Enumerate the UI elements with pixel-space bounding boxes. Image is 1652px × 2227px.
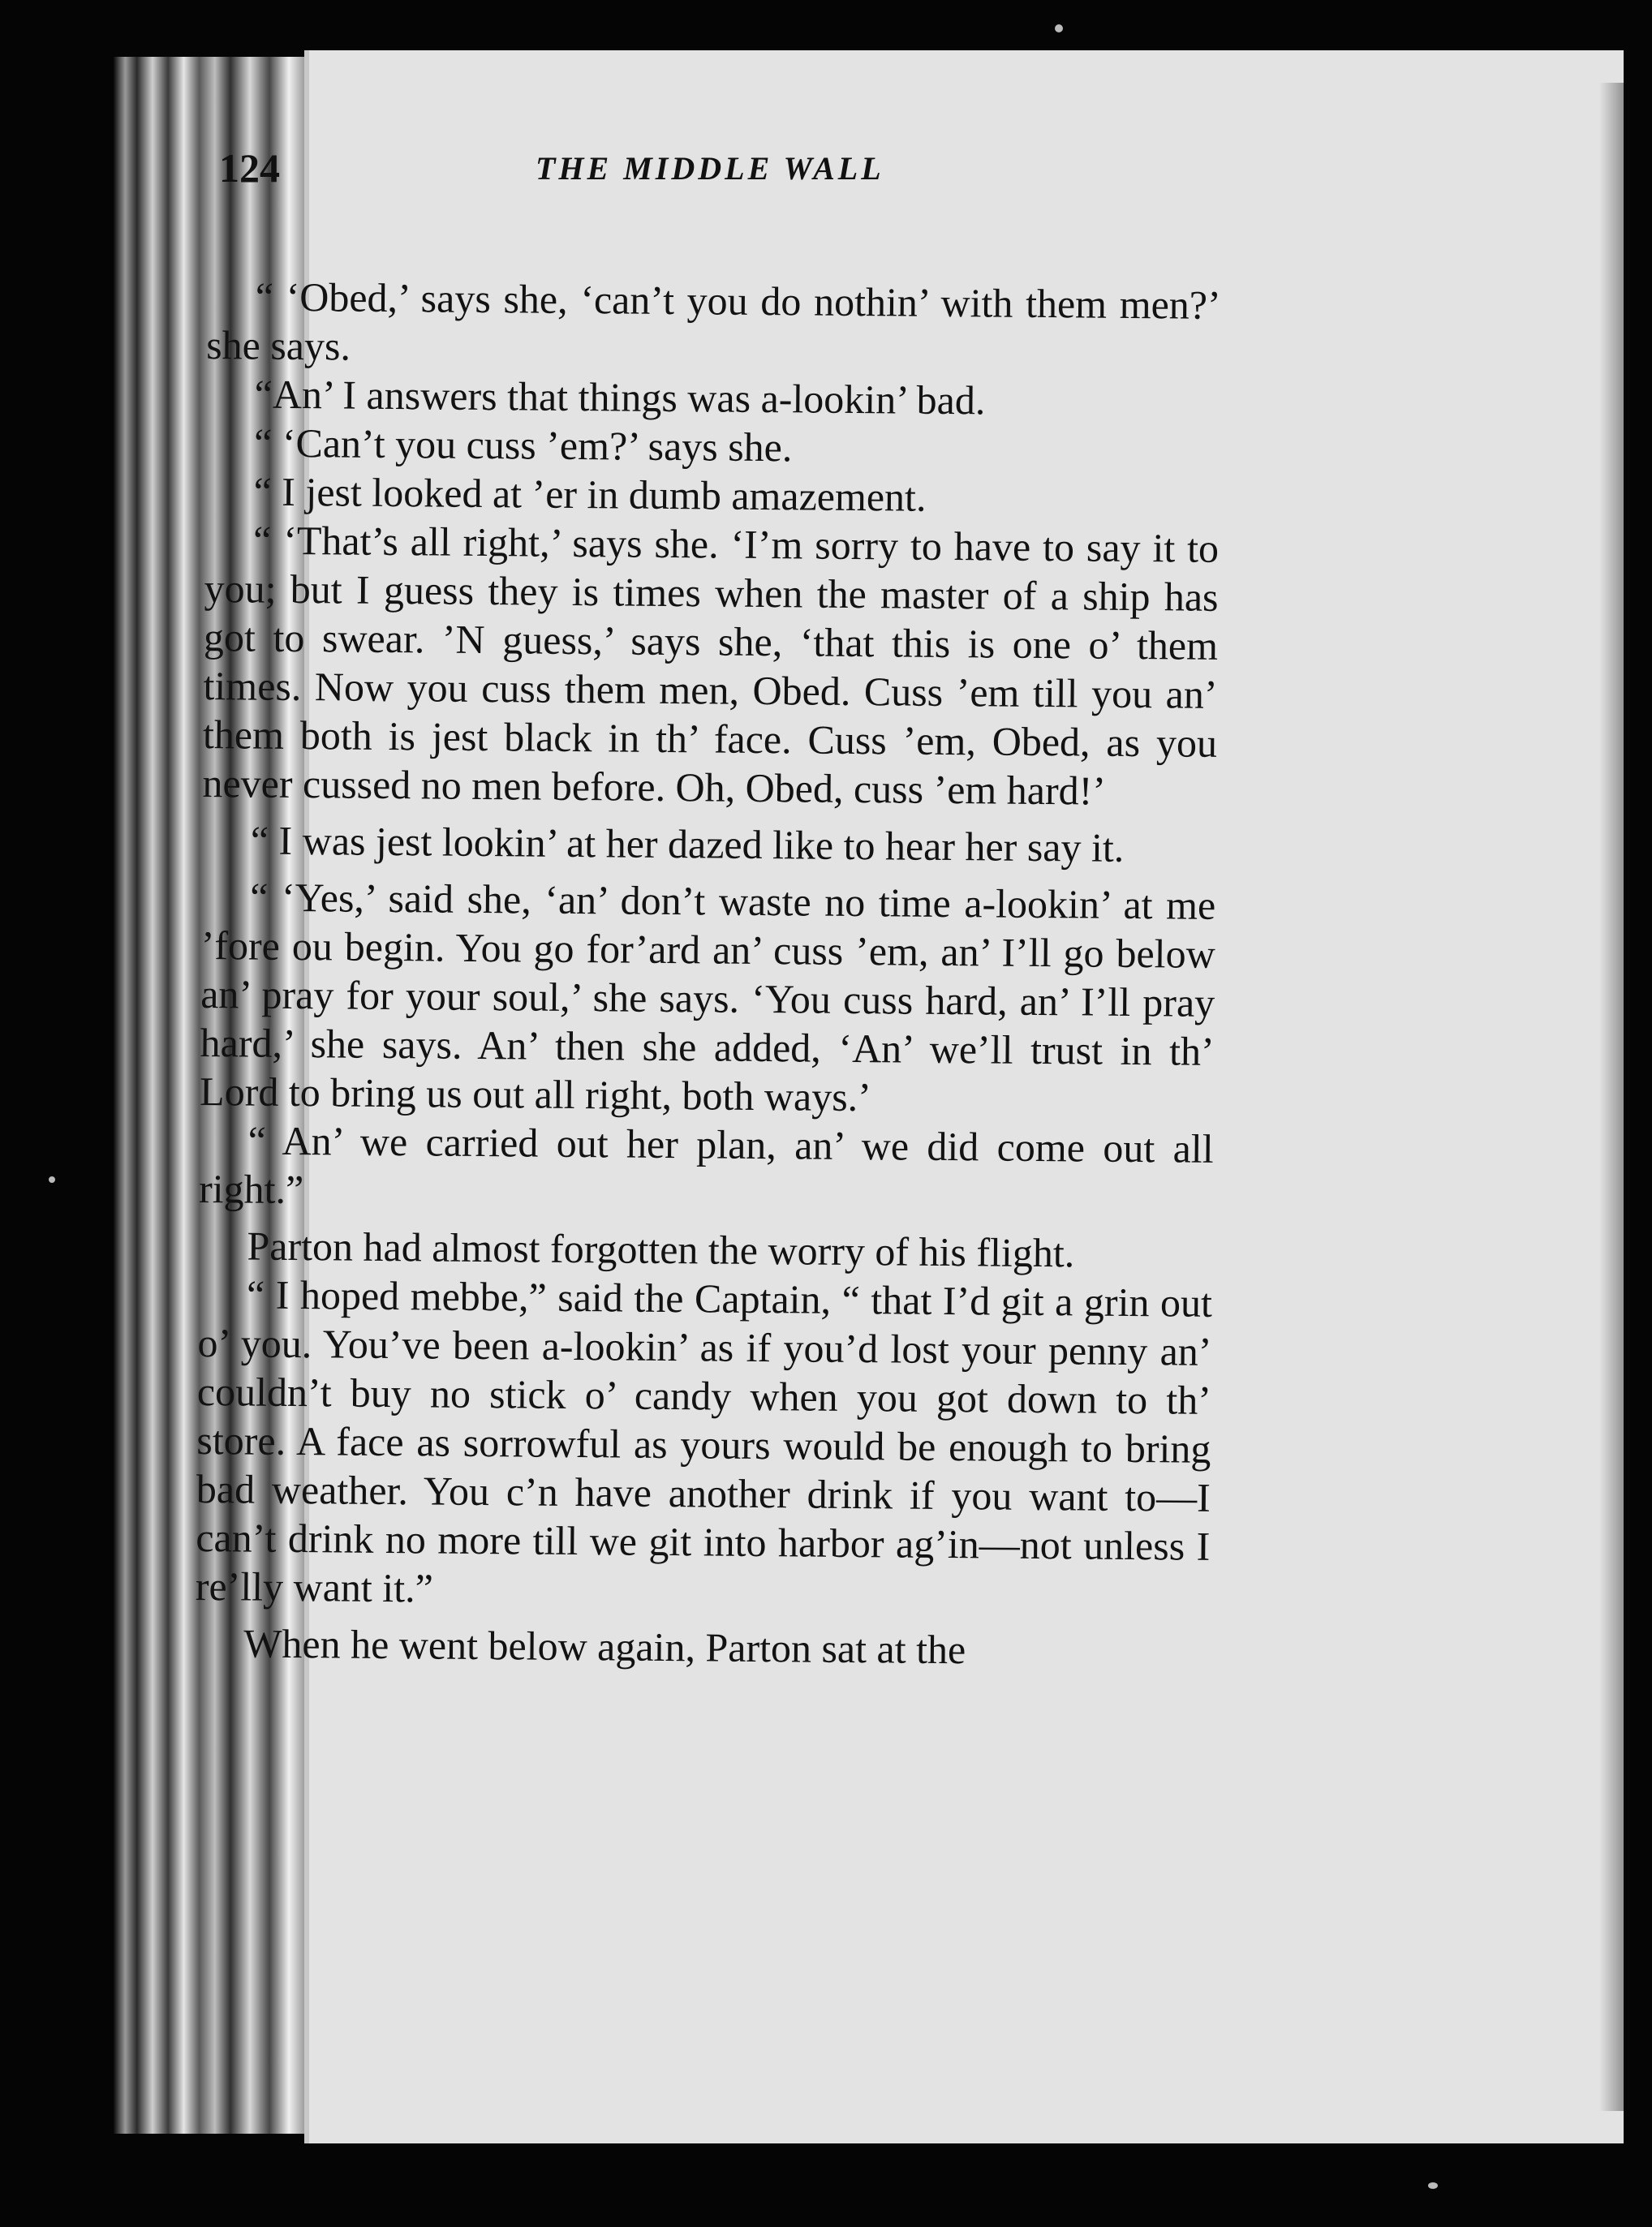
paragraph-11: When he went below again, Parton sat at the [243,1620,966,1673]
paragraph-6: “ I was jest lookin’ at her dazed like to hear her say it. [250,817,1125,871]
running-head: THE MIDDLE WALL [536,150,884,187]
page-number: 124 [219,145,280,191]
paragraph-3: “ ‘Can’t you cuss ’em?’ says she. [253,419,793,471]
paragraph-9: Parton had almost forgotten the worry of his flight. [247,1223,1075,1276]
paragraph-1: “ ‘Obed,’ says she, ‘can’t you do nothin’ with them men?’ she says. [205,273,1221,369]
scan-speck [1428,2182,1438,2189]
paragraph-7: “ ‘Yes,’ said she, ‘an’ don’t waste no time a-lookin’ at me ’fore ou begin. You go for’ard an’ cuss ’em, an’ I’ll go below an’ pray for your soul,’ she says. ‘You cuss hard, an’ I’ll pray hard,’ she says. An’ then she added, ‘An’ we’ll trust in th’ Lord to bring us out all right, both ways.’ [199,874,1216,1120]
scan-speck [49,1176,55,1183]
body-text [195,272,1221,1676]
scan-speck [1055,24,1063,32]
paragraph-8: “ An’ we carried out her plan, an’ we did come out all right.” [198,1117,1214,1213]
paragraph-2: “An’ I answers that things was a-lookin’ bad. [254,371,986,423]
paragraph-4: “ I jest looked at ’er in dumb amazement. [253,468,927,520]
paragraph-10: “ I hoped mebbe,” said the Captain, “ that I’d git a grin out o’ you. You’ve been a-lookin’ as if you’d lost your penny an’ couldn’t buy no stick o’ candy when you got down to th’ store. A face as sorrowful as yours would be enough to bring bad weather. You c’n have another drink if you want to—I can’t drink no more till we git into harbor ag’in—not unless I re’lly want it.” [195,1271,1213,1611]
page-header [219,144,1217,217]
paragraph-5: “ ‘That’s all right,’ says she. ‘I’m sorry to have to say it to you; but I guess they is times when the master of a ship has got to swear. ’N guess,’ says she, ‘that this is one o’ them times. Now you cuss them men, Obed. Cuss ’em till you an’ them both is jest black in th’ face. Cuss ’em, Obed, as you never cussed no men before. Oh, Obed, cuss ’em hard!’ [202,517,1220,814]
